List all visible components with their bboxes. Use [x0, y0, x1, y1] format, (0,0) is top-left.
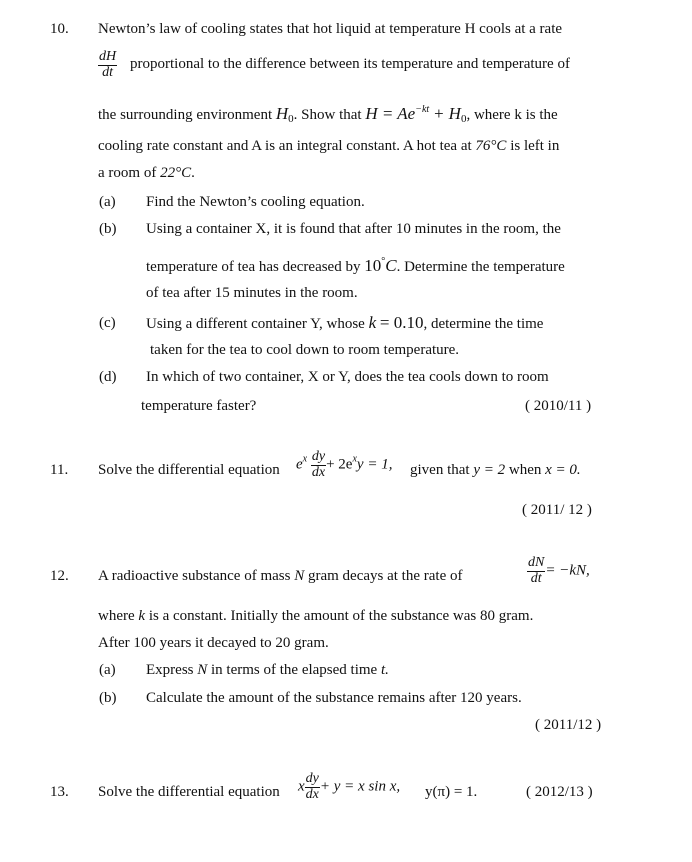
year-reference: ( 2011/ 12 ) — [522, 502, 592, 518]
part-label: (d) — [99, 369, 117, 385]
question-text: proportional to the difference between its temperature and temperature of — [130, 56, 570, 72]
question-text: given that y = 2 when x = 0. — [410, 462, 581, 478]
question-text: Solve the differential equation — [98, 462, 280, 478]
part-label: (b) — [99, 221, 117, 237]
part-text: Using a container X, it is found that after 10 minutes in the room, the — [146, 221, 561, 237]
part-text: temperature of tea has decreased by 10°C. Determine the temperature — [146, 256, 565, 275]
question-text: Solve the differential equation — [98, 784, 280, 800]
question-text: cooling rate constant and A is an integral constant. A hot tea at 76°C is left in — [98, 138, 560, 154]
part-text: Express N in terms of the elapsed time t. — [146, 662, 389, 678]
part-label: (b) — [99, 690, 117, 706]
question-text: After 100 years it decayed to 20 gram. — [98, 635, 329, 651]
question-text: A radioactive substance of mass N gram decays at the rate of — [98, 568, 463, 584]
question-number: 12. — [50, 568, 69, 584]
part-text: In which of two container, X or Y, does the tea cools down to room — [146, 369, 549, 385]
equation: $e^x$ $\frac{dy}{dx}$ + $2e^xy = 1$, — [296, 449, 393, 480]
part-text: Using a different container Y, whose k = 0.10, determine the time — [146, 313, 544, 332]
equation: x $\frac{dy}{dx}$ + y = x sin x, — [298, 771, 401, 802]
question-text: where k is a constant. Initially the amount of the substance was 80 gram. — [98, 608, 534, 624]
year-reference: ( 2010/11 ) — [525, 398, 592, 414]
equation: $\frac{dN}{dt}$ = −kN, — [528, 555, 590, 586]
rate-fraction: $\frac{dH}{dt}$ — [99, 49, 117, 80]
part-text: temperature faster? — [141, 398, 257, 414]
year-reference: ( 2011/12 ) — [535, 717, 602, 733]
question-text: the surrounding environment $H_0$. Show that $H = Ae^{-kt} + H_0$, where k is the — [98, 104, 558, 125]
year-reference: ( 2012/13 ) — [526, 784, 593, 800]
part-text: of tea after 15 minutes in the room. — [146, 285, 358, 301]
question-text: Newton’s law of cooling states that hot liquid at temperature H cools at a rate — [98, 21, 563, 37]
part-text: taken for the tea to cool down to room temperature. — [150, 342, 460, 358]
equation-condition: y(π) = 1. — [425, 784, 478, 800]
question-number: 10. — [50, 21, 69, 37]
question-number: 11. — [50, 462, 69, 478]
part-text: Find the Newton’s cooling equation. — [146, 194, 365, 210]
question-text: a room of 22°C. — [98, 165, 195, 181]
part-text: Calculate the amount of the substance remains after 120 years. — [146, 690, 522, 706]
part-label: (a) — [99, 662, 116, 678]
part-label: (c) — [99, 315, 116, 331]
question-number: 13. — [50, 784, 69, 800]
part-label: (a) — [99, 194, 116, 210]
